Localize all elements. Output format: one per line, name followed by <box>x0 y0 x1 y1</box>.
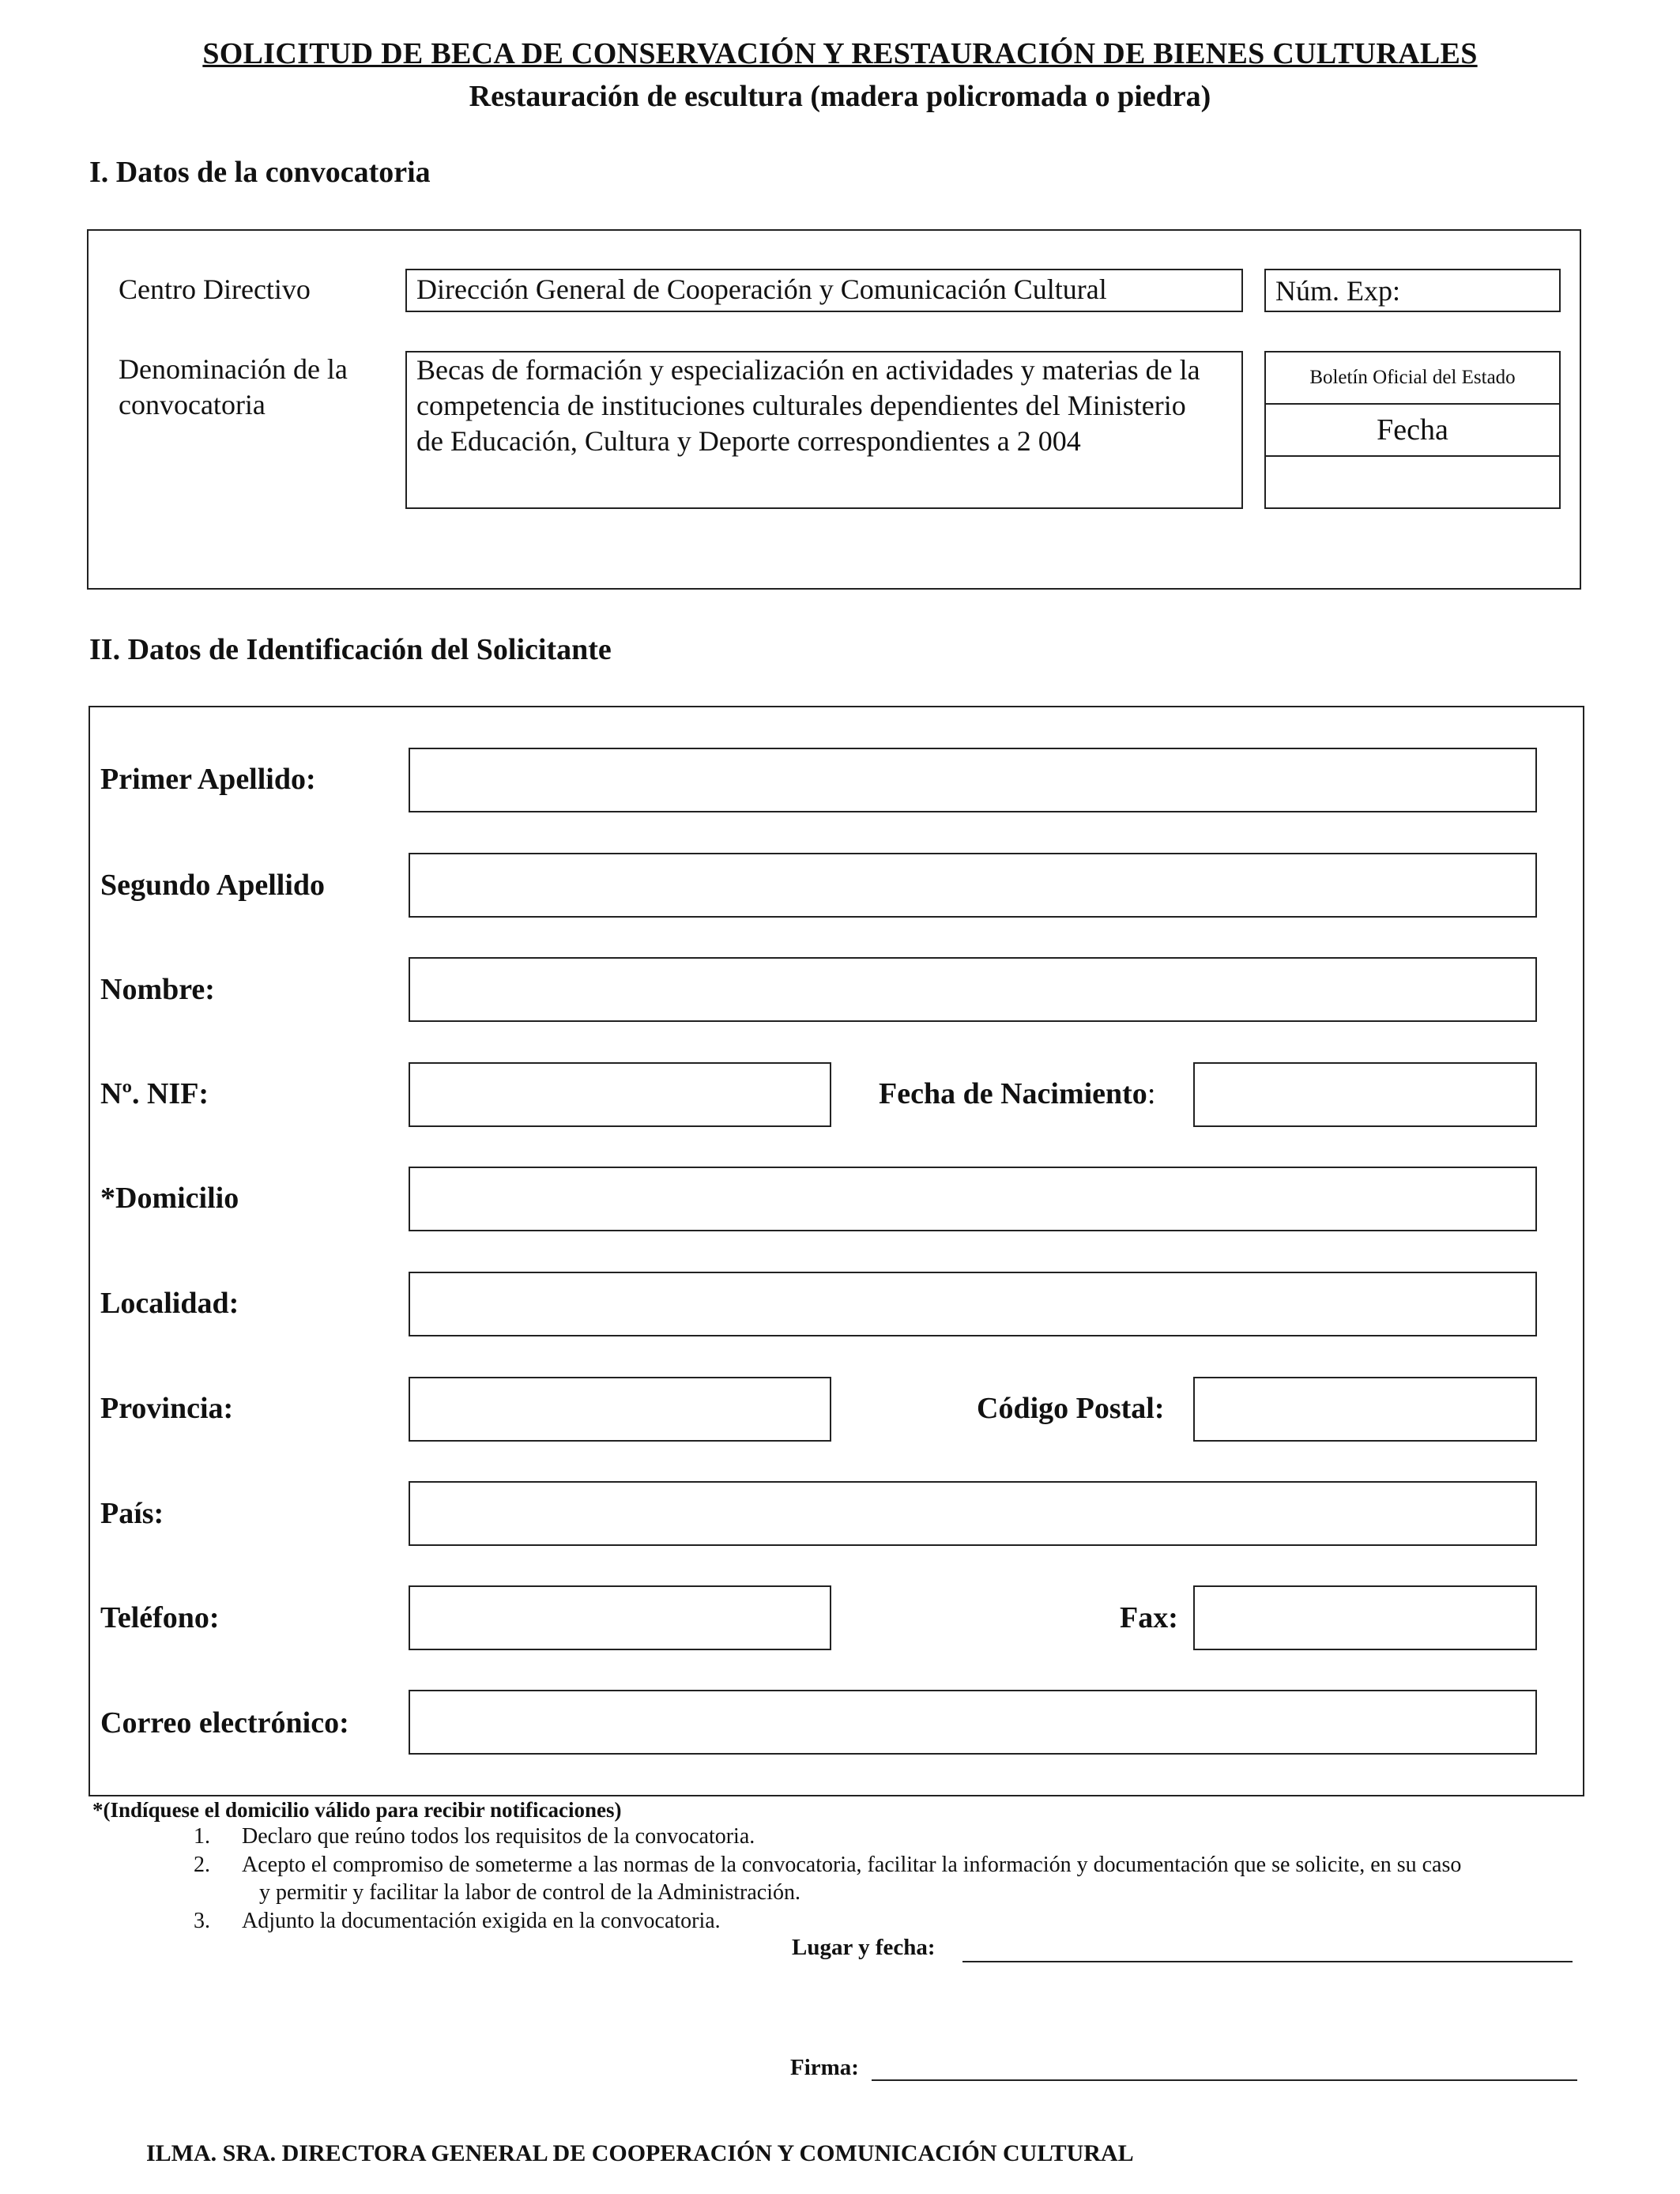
declaration-number: 3. <box>194 1909 210 1933</box>
pais-field[interactable] <box>409 1481 1537 1546</box>
correo-field[interactable] <box>409 1690 1537 1755</box>
boe-box <box>1264 351 1561 509</box>
denominacion-field[interactable] <box>405 351 1243 509</box>
declaration-text: Adjunto la documentación exigida en la convocatoria. <box>242 1909 721 1933</box>
primer-apellido-field[interactable] <box>409 748 1537 812</box>
num-exp-field[interactable] <box>1264 269 1561 312</box>
denominacion-line: de Educación, Cultura y Deporte correspondientes a 2 004 <box>416 425 1081 457</box>
declaration-number: 1. <box>194 1824 210 1849</box>
telefono-field[interactable] <box>409 1585 831 1650</box>
num-exp-label: Núm. Exp: <box>1275 275 1400 307</box>
segundo-apellido-field[interactable] <box>409 853 1537 918</box>
form-title: SOLICITUD DE BECA DE CONSERVACIÓN Y RESTAURACIÓN DE BIENES CULTURALES <box>202 37 1478 70</box>
fecha-label: Fecha <box>1266 405 1559 457</box>
centro-directivo-value: Dirección General de Cooperación y Comunicación Cultural <box>416 273 1107 305</box>
fax-label: Fax: <box>1120 1601 1178 1634</box>
telefono-label: Teléfono: <box>100 1601 220 1634</box>
denominacion-label-1: Denominación de la <box>119 353 348 385</box>
nombre-label: Nombre: <box>100 973 215 1006</box>
domicilio-note: *(Indíquese el domicilio válido para recibir notificaciones) <box>92 1798 622 1822</box>
domicilio-field[interactable] <box>409 1167 1537 1231</box>
lugar-fecha-label: Lugar y fecha: <box>792 1935 936 1960</box>
centro-directivo-field[interactable] <box>405 269 1243 312</box>
denominacion-line: Becas de formación y especialización en actividades y materias de la <box>416 354 1200 386</box>
pais-label: País: <box>100 1497 164 1530</box>
primer-apellido-label: Primer Apellido: <box>100 763 316 796</box>
nif-label: Nº. NIF: <box>100 1077 209 1110</box>
codigo-postal-label: Código Postal: <box>977 1392 1165 1425</box>
boe-label: Boletín Oficial del Estado <box>1266 352 1559 405</box>
provincia-field[interactable] <box>409 1377 831 1442</box>
declaration-number: 2. <box>194 1853 210 1877</box>
correo-label: Correo electrónico: <box>100 1706 349 1740</box>
denominacion-label-2: convocatoria <box>119 389 266 420</box>
fecha-nacimiento-colon: : <box>1147 1077 1156 1110</box>
firma-line[interactable] <box>872 2079 1577 2081</box>
section-2-heading: II. Datos de Identificación del Solicitante <box>89 633 612 666</box>
declaration-text: Acepto el compromiso de someterme a las normas de la convocatoria, facilitar la información y documentación que se solicite, en su caso <box>242 1853 1462 1877</box>
destinatario: ILMA. SRA. DIRECTORA GENERAL DE COOPERACIÓN Y COMUNICACIÓN CULTURAL <box>146 2140 1134 2166</box>
form-subtitle: Restauración de escultura (madera policromada o piedra) <box>469 80 1211 113</box>
nombre-field[interactable] <box>409 957 1537 1022</box>
nif-field[interactable] <box>409 1062 831 1127</box>
provincia-label: Provincia: <box>100 1392 234 1425</box>
denominacion-line: competencia de instituciones culturales dependientes del Ministerio <box>416 390 1186 421</box>
section-1-heading: I. Datos de la convocatoria <box>89 156 431 189</box>
centro-directivo-label: Centro Directivo <box>119 273 311 305</box>
declaration-text: Declaro que reúno todos los requisitos de la convocatoria. <box>242 1824 755 1849</box>
segundo-apellido-label: Segundo Apellido <box>100 869 326 902</box>
fecha-nacimiento-label-wrap <box>879 1076 1155 1111</box>
fecha-value-field[interactable] <box>1266 457 1559 509</box>
domicilio-label: *Domicilio <box>100 1182 239 1215</box>
localidad-field[interactable] <box>409 1272 1537 1336</box>
lugar-fecha-line[interactable] <box>962 1961 1573 1962</box>
firma-label: Firma: <box>790 2055 859 2080</box>
fecha-nacimiento-label: Fecha de Nacimiento <box>879 1077 1147 1110</box>
fecha-nacimiento-field[interactable] <box>1193 1062 1537 1127</box>
fax-field[interactable] <box>1193 1585 1537 1650</box>
declaration-text-cont: y permitir y facilitar la labor de control de la Administración. <box>259 1880 801 1905</box>
localidad-label: Localidad: <box>100 1287 239 1320</box>
codigo-postal-field[interactable] <box>1193 1377 1537 1442</box>
